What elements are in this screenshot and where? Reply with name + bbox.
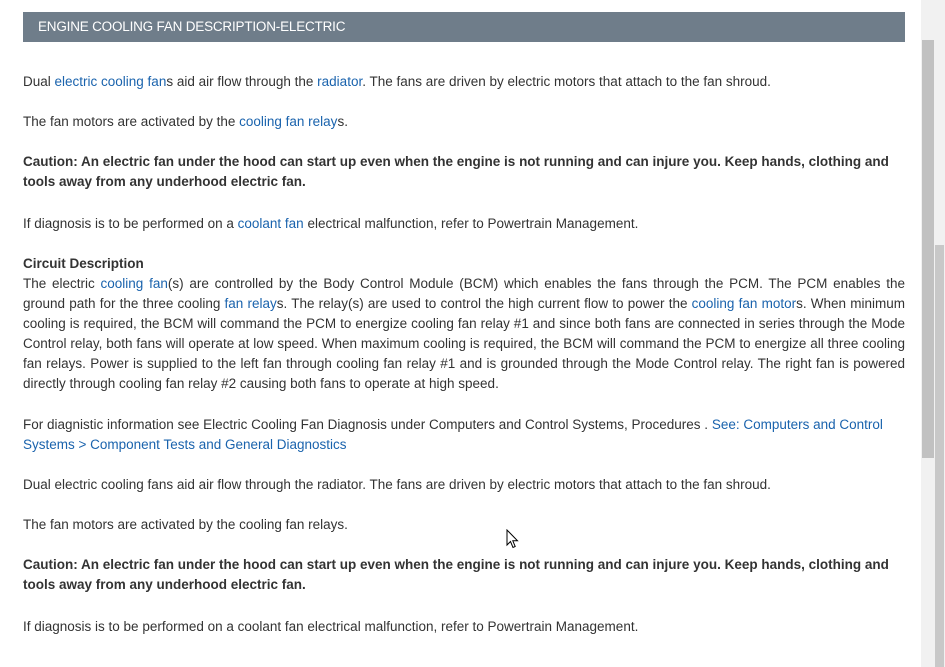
text: s aid air flow through the	[166, 74, 318, 89]
repeat-fan-motors-paragraph: The fan motors are activated by the cooling fan relays.	[23, 517, 348, 532]
circuit-description-heading: Circuit Description	[23, 256, 144, 271]
text: (s) are controlled by the Body Control Module (BCM) which enables the fans through the PCM. The PCM enables the ground path for the three cooling	[23, 276, 905, 311]
outer-scrollbar-thumb[interactable]	[935, 245, 944, 667]
caution-paragraph: Caution: An electric fan under the hood can start up even when the engine is not running and can injure you. Keep hands, clothing and tools away from any underhood electric fan.	[23, 154, 889, 189]
fan-relay-link[interactable]: fan relay	[224, 296, 277, 311]
repeat-intro-paragraph: Dual electric cooling fans aid air flow through the radiator. The fans are driven by electric motors that attach to the fan shroud.	[23, 477, 771, 492]
cooling-fan-link[interactable]: cooling fan	[100, 276, 168, 291]
circuit-description-body	[23, 274, 905, 394]
see-component-tests-link[interactable]: See: Computers and Control Systems > Component Tests and General Diagnostics	[23, 417, 883, 452]
text: The fan motors are activated by the	[23, 114, 240, 129]
electric-cooling-fan-link[interactable]: electric cooling fan	[54, 74, 167, 89]
repeat-caution-paragraph: Caution: An electric fan under the hood can start up even when the engine is not running and can injure you. Keep hands, clothing and tools away from any underhood electric fan.	[23, 557, 889, 592]
intro-paragraph	[23, 72, 905, 92]
text: electrical malfunction, refer to Powertrain Management.	[303, 216, 639, 231]
document-content	[23, 12, 906, 634]
scrollbar-thumb[interactable]	[922, 40, 934, 458]
mouse-pointer-icon	[506, 529, 520, 549]
cooling-fan-motor-link[interactable]: cooling fan motor	[691, 296, 797, 311]
text: Dual	[23, 74, 55, 89]
cooling-fan-relay-link[interactable]: cooling fan relay	[239, 114, 338, 129]
radiator-link[interactable]: radiator	[317, 74, 363, 89]
coolant-fan-link[interactable]: coolant fan	[237, 216, 304, 231]
repeat-diagnosis-paragraph: If diagnosis is to be performed on a coolant fan electrical malfunction, refer to Powertrain Management.	[23, 619, 639, 634]
text: . The fans are driven by electric motors that attach to the fan shroud.	[362, 74, 771, 89]
text: s. The relay(s) are used to control the high current flow to power the	[276, 296, 692, 311]
text: s. When minimum cooling is required, the BCM will command the PCM to energize cooling fan relay #1 and since both fans are connected in series through the Mode Control relay, both fans will operate at low speed. When maximum cooling is required, the BCM will command the PCM to energize all three cooling fan relays. Power is supplied to the left fan through cooling fan relay #1 and is grounded through the Mode Control relay. The right fan is powered directly through cooling fan relay #2 causing both fans to operate at high speed.	[23, 296, 906, 391]
fan-motors-paragraph	[23, 112, 905, 132]
text: For diagnistic information see Electric Cooling Fan Diagnosis under Computers and Control Systems, Procedures .	[23, 417, 712, 432]
circuit-description	[23, 254, 905, 394]
diagnostic-info-paragraph	[23, 415, 905, 455]
text: s.	[337, 114, 348, 129]
section-header: ENGINE COOLING FAN DESCRIPTION-ELECTRIC	[23, 12, 905, 42]
text: If diagnosis is to be performed on a	[23, 216, 238, 231]
text: The electric	[23, 276, 101, 291]
diagnosis-paragraph	[23, 214, 905, 234]
